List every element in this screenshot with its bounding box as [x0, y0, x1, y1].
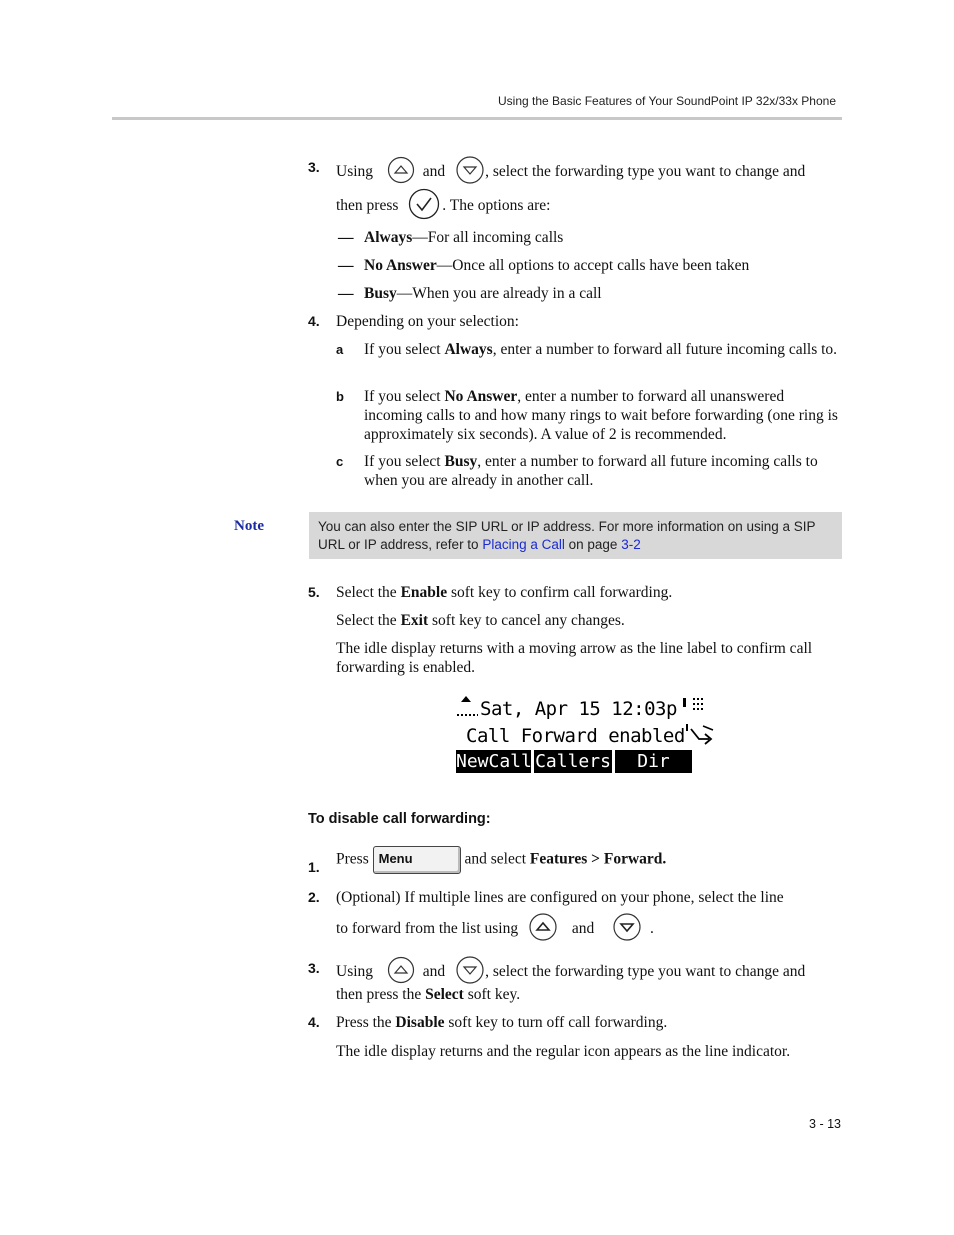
disable-step-3-line-1: Using and , select the forwarding type you want to change and: [336, 955, 805, 990]
down-arrow-key-icon: [455, 155, 485, 190]
step-number: 5.: [308, 584, 320, 600]
note-label: Note: [234, 518, 264, 534]
sub-letter: c: [336, 454, 344, 469]
lcd-softkeys: [456, 750, 692, 773]
section-heading: To disable call forwarding:: [308, 811, 491, 827]
step-number: 2.: [308, 889, 320, 905]
option-busy: Busy—When you are already in a call: [364, 285, 602, 302]
option-dash: —: [338, 285, 354, 302]
header-rule: [112, 117, 842, 120]
menu-key-icon: Menu: [373, 846, 461, 874]
step-number: 3.: [308, 159, 320, 175]
up-arrow-key-icon: [528, 912, 558, 947]
line-arrow-icon: [456, 693, 480, 724]
lcd-line-2: Call Forward enabled: [466, 721, 715, 750]
step-number: 4.: [308, 1014, 320, 1030]
option-dash: —: [338, 229, 354, 246]
disable-step-4: Press the Disable soft key to turn off call forwarding.: [336, 1014, 668, 1031]
placing-a-call-link[interactable]: Placing a Call: [482, 537, 565, 552]
step-number: 3.: [308, 960, 320, 976]
disable-step-2-line-2: to forward from the list using and .: [336, 912, 654, 947]
option-no-answer: No Answer—Once all options to accept calls have been taken: [364, 257, 750, 274]
softkey-callers: Callers: [535, 751, 611, 772]
step-number: 4.: [308, 313, 320, 329]
sub-letter: a: [336, 342, 344, 357]
step-number: 1.: [308, 859, 320, 875]
disable-step-3-line-2: then press the Select soft key.: [336, 986, 521, 1003]
softkey-dir: Dir: [615, 750, 692, 773]
sub-item-a: If you select Always, enter a number to forward all future incoming calls to.: [364, 341, 838, 358]
idle-display-text: The idle display returns with a moving arrow as the line label to confirm call forwarding is enabled.: [336, 640, 813, 676]
page-link[interactable]: 3-2: [621, 537, 641, 552]
option-dash: —: [338, 257, 354, 274]
down-arrow-key-icon: [612, 912, 642, 947]
sub-item-b: If you select No Answer, enter a number to forward all unanswered incoming calls to and how many rings to wait before forwarding (one ring is approximately six seconds). A value of 2 is recommended.: [364, 388, 838, 443]
up-arrow-key-icon: [387, 156, 415, 189]
forward-arrow-icon: [685, 721, 715, 750]
phone-lcd-display: [454, 693, 696, 775]
sub-letter: b: [336, 389, 344, 404]
exit-text: Select the Exit soft key to cancel any changes.: [336, 612, 625, 629]
step-3-line-1: Using and , select the forwarding type you want to change and: [336, 155, 805, 190]
idle-display-final-text: The idle display returns and the regular icon appears as the line indicator.: [336, 1043, 791, 1060]
option-always: Always—For all incoming calls: [364, 229, 564, 246]
note-box: You can also enter the SIP URL or IP address. For more information on using a SIP URL or IP address, refer to Placing a Call on page 3-2: [309, 512, 842, 559]
step-4-text: Depending on your selection:: [336, 313, 519, 330]
disable-step-1: Press Menu and select Features > Forward.: [336, 846, 666, 874]
page-number: 3 - 13: [809, 1117, 841, 1131]
signal-icon: [681, 695, 705, 722]
softkey-newcall: NewCall: [456, 751, 532, 772]
disable-step-2-line-1: (Optional) If multiple lines are configured on your phone, select the line: [336, 889, 784, 906]
step-3-line-2: then press . The options are:: [336, 188, 551, 225]
running-header: Using the Basic Features of Your SoundPoint IP 32x/33x Phone: [497, 94, 836, 108]
sub-item-c: If you select Busy, enter a number to forward all future incoming calls to when you are already in another call.: [364, 453, 818, 489]
lcd-line-1: Sat, Apr 15 12:03p: [456, 693, 705, 724]
step-5-text: Select the Enable soft key to confirm call forwarding.: [336, 584, 673, 601]
select-check-key-icon: [408, 188, 440, 225]
